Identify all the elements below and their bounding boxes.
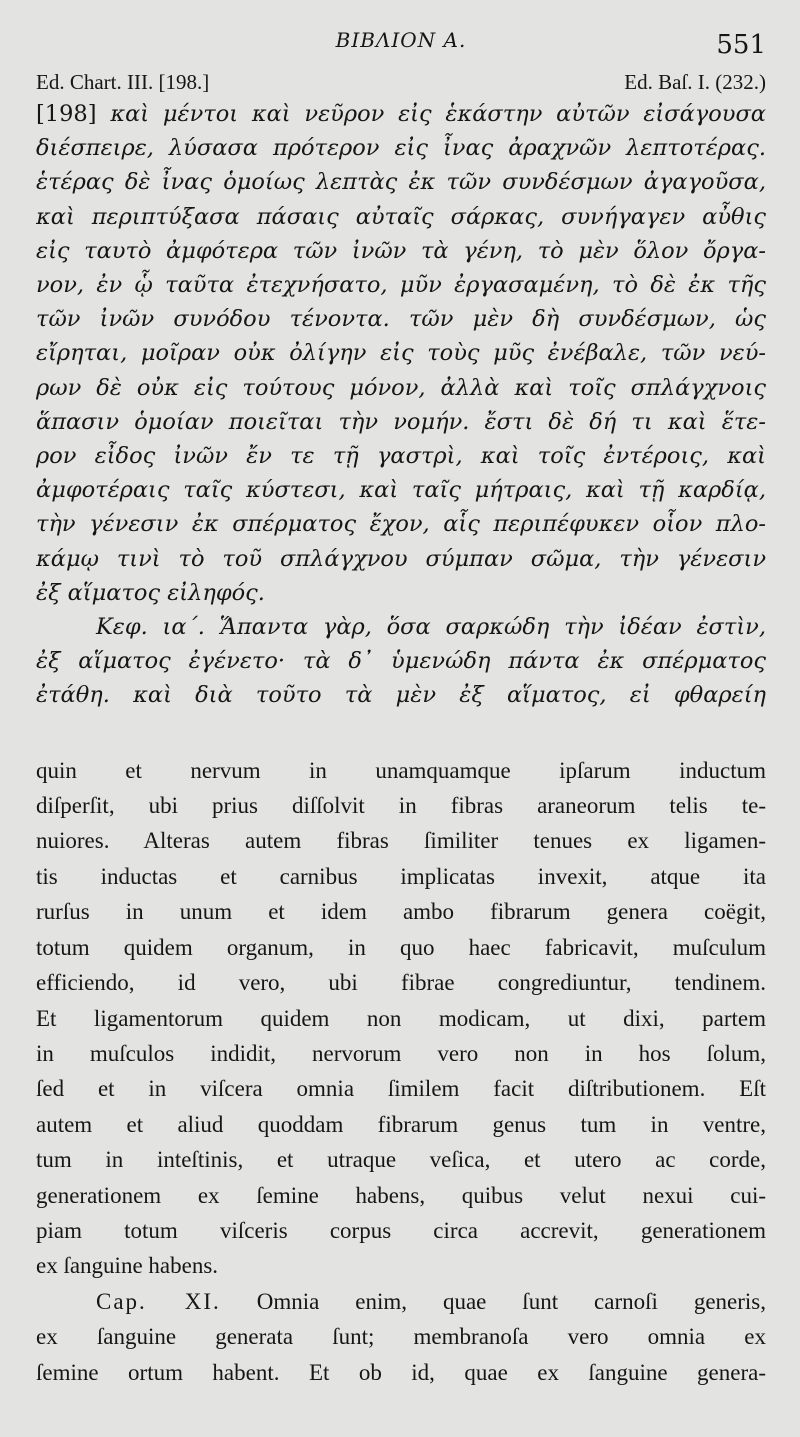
greek-page-marker: [198]: [36, 101, 97, 127]
latin-line: tum in inteſtinis, et utraque veſica, et utero ac corde,: [36, 1147, 766, 1173]
greek-line: διέσπειρε, λύσασα πρότερον εἰς ἶνας ἀραχνῶν λεπτοτέρας.: [36, 135, 766, 162]
latin-line: generationem ex ſemine habens, quibus velut nexui cui-: [36, 1182, 766, 1208]
latin-text-block: [36, 753, 766, 1390]
greek-line: ἀμφοτέραις ταῖς κύστεσι, καὶ ταῖς μήτραις, καὶ τῇ καρδίᾳ,: [36, 477, 766, 504]
greek-line: νον, ἐν ᾧ ταῦτα ἐτεχνήσατο, μῦν ἐργασαμένη, τὸ δὲ ἐκ τῆς: [36, 272, 766, 299]
latin-line: piam totum viſceris corpus circa accrevit, generationem: [36, 1217, 766, 1243]
latin-line: ex ſanguine generata ſunt; membranoſa vero omnia ex: [36, 1324, 766, 1350]
edition-basel-ref: Ed. Baſ. I. (232.): [624, 70, 766, 94]
section-gap: [36, 713, 766, 753]
greek-line: ἅπασιν ὁμοίαν ποιεῖται τὴν νομήν. ἔστι δὲ δή τι καὶ ἕτε-: [36, 408, 766, 435]
greek-line: ἑτέρας δὲ ἶνας ὁμοίως λεπτὰς ἐκ τῶν συνδέσμων ἀγαγοῦσα,: [36, 169, 766, 196]
greek-line: καὶ περιπτύξασα πάσαις αὐταῖς σάρκας, συνήγαγεν αὖθις: [36, 203, 766, 230]
greek-line: εἰς ταυτὸ ἀμφότερα τῶν ἰνῶν τὰ γένη, τὸ μὲν ὅλον ὄργα-: [36, 237, 766, 264]
running-head: [36, 28, 766, 70]
latin-line: diſperſit, ubi prius diſſolvit in fibras araneorum telis te-: [36, 793, 766, 819]
greek-line: κάμῳ τινὶ τὸ τοῦ σπλάγχνου σύμπαν σῶμα, τὴν γένεσιν: [36, 545, 766, 572]
greek-text-block: [36, 97, 766, 713]
latin-line: ex ſanguine habens.: [36, 1253, 219, 1279]
greek-line: ἐξ αἵματος ἐγένετο· τὰ δ᾽ ὑμενώδη πάντα ἐκ σπέρματος: [36, 648, 766, 675]
latin-chapter-label: Cap. XI.: [96, 1288, 221, 1314]
latin-line: nuiores. Alteras autem fibras ſimiliter tenues ex ligamen-: [36, 828, 766, 854]
edition-chart-ref: Ed. Chart. III. [198.]: [36, 70, 210, 94]
greek-line: ρων δὲ οὐκ εἰς τούτους μόνον, ἀλλὰ καὶ τοῖς σπλάγχνοις: [36, 374, 766, 401]
greek-line: [198] καὶ μέντοι καὶ νεῦρον εἰς ἑκάστην αὐτῶν εἰσάγουσα: [36, 101, 766, 127]
greek-line: ρον εἶδος ἰνῶν ἔν τε τῇ γαστρὶ, καὶ τοῖς ἐντέροις, καὶ: [36, 443, 766, 470]
greek-line: εἴρηται, μοῖραν οὐκ ὀλίγην εἰς τοὺς μῦς ἐνέβαλε, τῶν νεύ-: [36, 340, 766, 367]
greek-chapter-line: Κεφ. ια΄. Ἅπαντα γὰρ, ὅσα σαρκώδη τὴν ἰδέαν ἐστὶν,: [96, 614, 766, 641]
latin-chapter-line: Cap. XI. Omnia enim, quae ſunt carnoſi generis,: [96, 1288, 766, 1314]
greek-line: ἐξ αἵματος εἰληφός.: [36, 579, 265, 606]
latin-line: rurſus in unum et idem ambo fibrarum genera coëgit,: [36, 899, 766, 925]
latin-line: quin et nervum in unamquamque ipſarum inductum: [36, 757, 766, 783]
latin-line: tis inductas et carnibus implicatas invexit, atque ita: [36, 863, 766, 889]
running-title: ΒΙΒΛΙΟΝ Α.: [335, 28, 467, 52]
greek-chapter-label: Κεφ. ια΄.: [96, 614, 205, 641]
latin-line: efficiendo, id vero, ubi fibrae congrediuntur, tendinem.: [36, 970, 766, 996]
latin-line: totum quidem organum, in quo haec fabricavit, muſculum: [36, 934, 766, 960]
greek-line: τῶν ἰνῶν συνόδου τένοντα. τῶν μὲν δὴ συνδέσμων, ὡς: [36, 306, 766, 333]
latin-line: Et ligamentorum quidem non modicam, ut dixi, partem: [36, 1005, 766, 1031]
latin-line: ſemine ortum habent. Et ob id, quae ex ſanguine genera-: [36, 1359, 766, 1385]
greek-line: τὴν γένεσιν ἐκ σπέρματος ἔχον, αἷς περιπέφυκεν οἷον πλο-: [36, 511, 766, 538]
edition-line: [36, 70, 766, 95]
greek-line: ἐτάθη. καὶ διὰ τοῦτο τὰ μὲν ἐξ αἵματος, εἰ φθαρείη: [36, 682, 766, 709]
latin-line: in muſculos indidit, nervorum vero non in hos ſolum,: [36, 1040, 766, 1066]
latin-line: autem et aliud quoddam fibrarum genus tum in ventre,: [36, 1111, 766, 1137]
page-number: 551: [716, 30, 766, 60]
latin-line: ſed et in viſcera omnia ſimilem facit diſtributionem. Eſt: [36, 1076, 766, 1102]
